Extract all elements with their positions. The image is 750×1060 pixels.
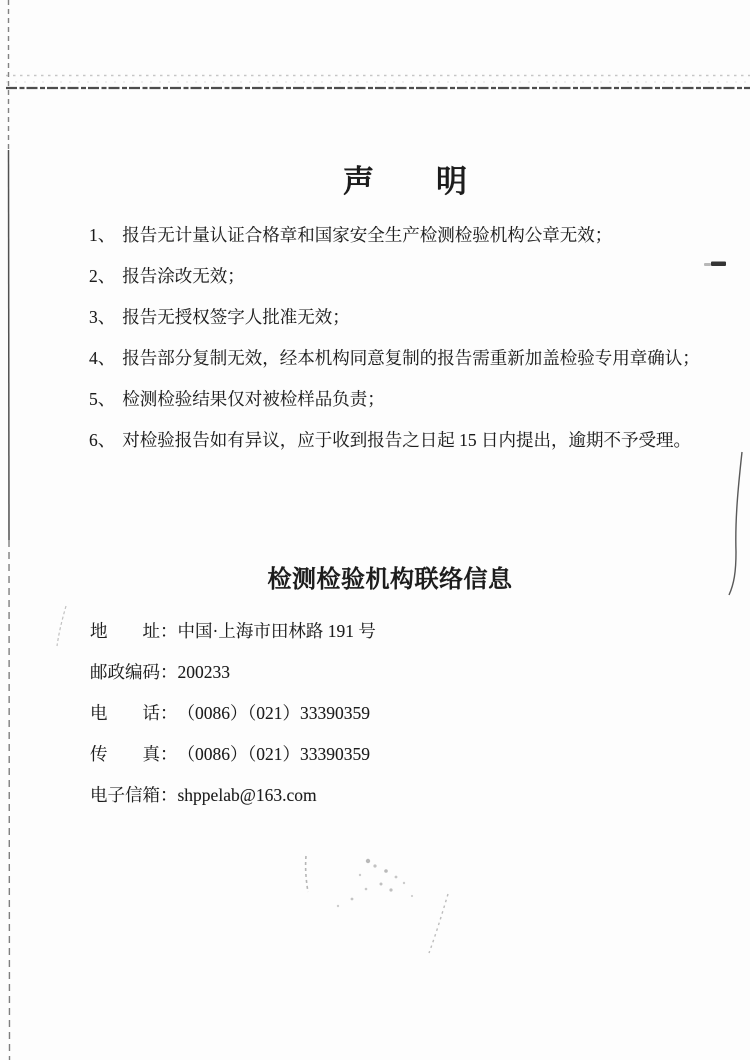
statement-number: 5、 [89, 389, 116, 409]
statement-text: 报告涂改无效； [122, 266, 245, 286]
statement-item [89, 226, 737, 245]
contact-row-postcode [90, 663, 376, 682]
statement-item [89, 349, 737, 368]
statement-item [89, 308, 737, 327]
contact-value: （0086）（021）33390359 [177, 703, 370, 723]
contact-label: 传 真： [90, 744, 178, 764]
contact-label: 邮政编码： [90, 662, 178, 682]
contact-row-fax [90, 745, 376, 764]
statement-item [89, 390, 737, 409]
contact-label: 地 址： [90, 621, 178, 641]
page-title: 声 明 [343, 164, 467, 199]
statement-number: 6、 [89, 430, 116, 450]
scan-artifact-top-lines [6, 76, 750, 89]
scan-artifact-pencil-slash [57, 606, 66, 646]
contact-value: 200233 [177, 662, 230, 682]
statement-text: 对检验报告如有异议，应于收到报告之日起 15 日内提出，逾期不予受理。 [122, 430, 691, 450]
statement-number: 3、 [89, 307, 116, 327]
contact-section-heading: 检测检验机构联络信息 [267, 567, 513, 593]
statement-number: 1、 [89, 225, 116, 245]
contact-row-address [90, 622, 376, 641]
contact-row-email [90, 786, 376, 805]
statement-text: 报告无授权签字人批准无效； [122, 307, 350, 327]
contact-row-phone [90, 704, 376, 723]
statement-text: 报告部分复制无效，经本机构同意复制的报告需重新加盖检验专用章确认； [122, 348, 700, 368]
contact-value: （0086）（021）33390359 [177, 744, 370, 764]
scan-artifact-smudge [306, 856, 448, 953]
contact-value: shppelab@163.com [177, 785, 317, 805]
contact-info-block [90, 622, 376, 827]
contact-label: 电 话： [90, 703, 178, 723]
contact-value: 中国·上海市田林路 191 号 [177, 621, 376, 641]
statement-number: 4、 [89, 348, 116, 368]
statement-text: 检测检验结果仅对被检样品负责； [122, 389, 385, 409]
statement-item [89, 431, 737, 450]
statement-text: 报告无计量认证合格章和国家安全生产检测检验机构公章无效； [122, 225, 613, 245]
scan-artifact-left-edge-line [9, 0, 10, 1060]
statement-list [89, 226, 737, 472]
contact-label: 电子信箱： [90, 785, 178, 805]
statement-number: 2、 [89, 266, 116, 286]
statement-item [89, 267, 737, 286]
